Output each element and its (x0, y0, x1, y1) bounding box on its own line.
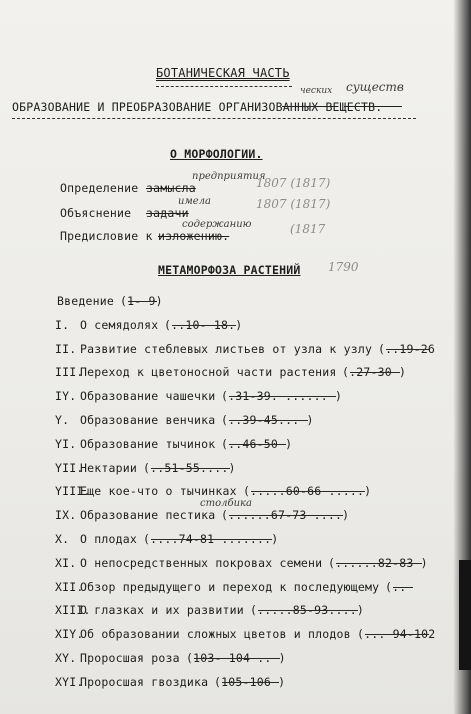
toc-pages-strike (194, 658, 280, 659)
morph-line-3-year: (1817 (290, 222, 326, 236)
toc-pages-strike (229, 420, 308, 421)
morph-line-1-struck: замысла (146, 181, 196, 195)
toc-pages: (......67-73 ....) (221, 508, 350, 522)
toc-number: XYI. (55, 675, 84, 689)
metamorphosis-year: 1790 (328, 260, 359, 274)
toc-number: IY. (55, 389, 77, 403)
toc-number: YII. (55, 461, 84, 475)
toc-pages-strike (229, 396, 336, 397)
toc-number: IX. (55, 508, 77, 522)
toc-title: Об образовании сложных цветов и плодов (80, 627, 351, 641)
toc-pages-strike (151, 539, 272, 540)
page-edge-block (459, 560, 471, 670)
toc-pages: (..10- 18.) (164, 318, 243, 332)
handwritten-sushchestv: существ (346, 80, 404, 94)
toc-title: Образование чашечки (80, 389, 216, 403)
morph-line-3-struck: изложению. (158, 229, 230, 243)
toc-title: Еще кое-что о тычинках (80, 484, 237, 498)
toc-pages-strike (386, 349, 429, 350)
toc-pages-strike (151, 468, 230, 469)
strike-organiz (282, 106, 334, 107)
toc-title: Нектарии (80, 461, 137, 475)
toc-number: XY. (55, 651, 77, 665)
toc-number: XIII. (55, 603, 91, 617)
toc-pages: (105-106 ) (214, 675, 286, 689)
toc-title: Проросшая роза (80, 651, 180, 665)
morph-line-1-hw: предприятия (192, 171, 266, 182)
toc-pages: (.....85-93....) (250, 603, 364, 617)
toc-title: Развитие стеблевых листьев от узла к узлу (80, 342, 373, 356)
toc-pages: (.27-30 ) (342, 365, 407, 379)
toc-title: О семядолях (80, 318, 159, 332)
morph-line-2-label: Объяснение (60, 206, 132, 220)
toc-title: О плодах (80, 532, 137, 546)
subtitle-rule (12, 118, 416, 119)
strike-veshchestv (344, 106, 402, 107)
toc-title: Образование тычинок (80, 437, 216, 451)
toc-pages-strike (172, 325, 236, 326)
toc-pages: (.....60-66 .....) (243, 484, 372, 498)
toc-title: Проросшая гвоздика (80, 675, 209, 689)
toc-pages-strike (222, 682, 279, 683)
toc-pages: (... 94-102 (357, 627, 436, 641)
metamorphosis-title: МЕТАМОРФОЗА РАСТЕНИЙ (158, 263, 301, 277)
toc-pages-strike (350, 372, 400, 373)
section-subtitle: ОБРАЗОВАНИЕ И ПРЕОБРАЗОВАНИЕ ОРГАНИЗОВАННЫХ ВЕЩЕСТВ. (12, 100, 383, 114)
toc-pages-strike (229, 515, 343, 516)
toc-handwritten-correction: столбика (200, 498, 252, 509)
handwritten-chesk: ческих (300, 86, 333, 96)
toc-pages: (..51-55....) (143, 461, 236, 475)
morph-line-3-label: Предисловие к (60, 229, 153, 243)
toc-number: III. (55, 365, 84, 379)
morphology-title: О МОРФОЛОГИИ. (170, 147, 263, 161)
toc-number: I. (55, 318, 70, 332)
toc-title: Образование пестика (80, 508, 216, 522)
toc-pages-strike (251, 491, 365, 492)
toc-pages-strike (365, 634, 429, 635)
toc-pages: (..19-26 (378, 342, 435, 356)
toc-number: II. (55, 342, 77, 356)
toc-title: О глазках и их развитии (80, 603, 244, 617)
toc-pages: (....74-81 .......) (143, 532, 279, 546)
toc-pages-strike (336, 563, 422, 564)
toc-number: XIY. (55, 627, 84, 641)
toc-pages: (1- 9) (120, 294, 163, 308)
title-rule (156, 86, 292, 87)
morph-line-1-label: Определение (60, 181, 139, 195)
toc-pages: (103- 104 .. ) (186, 651, 286, 665)
toc-number: YI. (55, 437, 77, 451)
morph-line-1-year: 1807 (1817) (256, 176, 331, 190)
morph-line-2-struck: задачи (146, 206, 189, 220)
toc-pages-strike (258, 610, 358, 611)
toc-title: О непосредственных покровах семени (80, 556, 323, 570)
morph-line-3-hw: содержанию (182, 219, 252, 230)
toc-pages: (......82-83 ) (328, 556, 428, 570)
morph-line-2-hw: имела (178, 196, 211, 207)
section-title: БОТАНИЧЕСКАЯ ЧАСТЬ (156, 66, 290, 80)
toc-number: X. (55, 532, 70, 546)
toc-pages: (.31-39. ...... ) (221, 389, 343, 403)
toc-title: Образование венчика (80, 413, 216, 427)
toc-pages: (.. (385, 580, 407, 594)
toc-number: XI. (55, 556, 77, 570)
toc-pages-strike (229, 444, 286, 445)
toc-title: Переход к цветоносной части растения (80, 365, 337, 379)
toc-title: Введение (57, 294, 114, 308)
toc-number: XII. (55, 580, 84, 594)
toc-pages-strike (128, 301, 157, 302)
toc-pages: (..46-50 ) (221, 437, 293, 451)
toc-pages-strike (393, 587, 413, 588)
morph-line-2-year: 1807 (1817) (256, 197, 331, 211)
toc-title: Обзор предыдущего и переход к последующему (80, 580, 380, 594)
toc-pages: (..39-45... ) (221, 413, 314, 427)
toc-number: Y. (55, 413, 70, 427)
toc-number: YIII. (55, 484, 91, 498)
